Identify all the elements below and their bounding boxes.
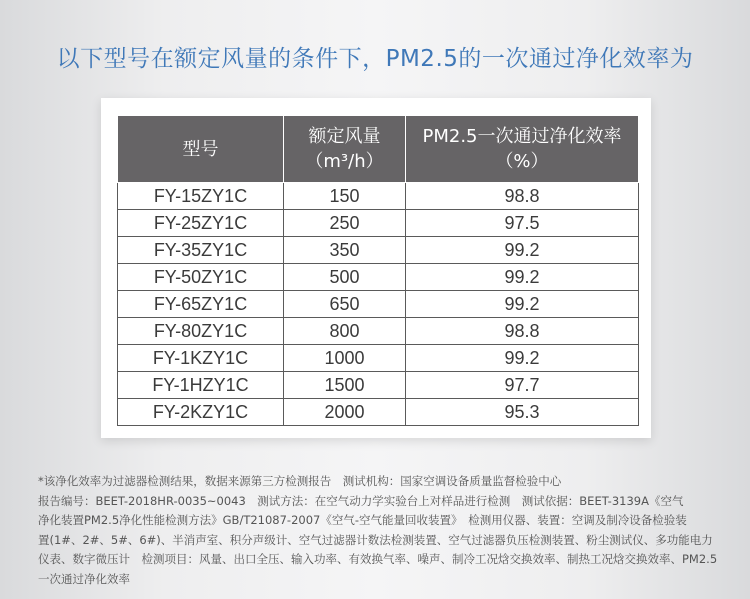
efficiency-table (117, 115, 639, 426)
cell-airflow: 650 (284, 291, 406, 318)
footnote-line: 一次通过净化效率 (38, 571, 130, 586)
table-row (118, 237, 639, 264)
cell-efficiency: 99.2 (406, 291, 639, 318)
cell-airflow: 1500 (284, 372, 406, 399)
header-airflow-unit: （m³/h） (305, 151, 384, 172)
footnote-line: 净化装置PM2.5净化性能检测方法》GB/T21087-2007《空气-空气能量回收装置》 检测用仪器、装置：空调及制冷设备检验装 (38, 513, 687, 528)
cell-airflow: 500 (284, 264, 406, 291)
header-airflow (284, 116, 406, 183)
cell-model: FY-25ZY1C (118, 210, 284, 237)
cell-efficiency: 95.3 (406, 399, 639, 426)
header-efficiency-label: PM2.5一次通过净化效率 (422, 126, 622, 147)
table-row (118, 183, 639, 210)
cell-efficiency: 97.7 (406, 372, 639, 399)
header-efficiency (406, 116, 639, 183)
footnote-line: 仪表、数字微压计 检测项目：风量、出口全压、输入功率、有效换气率、噪声、制冷工况焓交换效率、制热工况焓交换效率、PM2.5 (38, 552, 718, 567)
cell-model: FY-1HZY1C (118, 372, 284, 399)
table-row (118, 291, 639, 318)
table-body (118, 183, 639, 426)
footnote (38, 472, 728, 590)
table-row (118, 345, 639, 372)
cell-model: FY-50ZY1C (118, 264, 284, 291)
cell-model: FY-80ZY1C (118, 318, 284, 345)
cell-model: FY-2KZY1C (118, 399, 284, 426)
table-row (118, 399, 639, 426)
cell-efficiency: 99.2 (406, 237, 639, 264)
cell-model: FY-65ZY1C (118, 291, 284, 318)
cell-airflow: 150 (284, 183, 406, 210)
table-row (118, 210, 639, 237)
spec-table-panel (101, 98, 651, 438)
header-efficiency-unit: （%） (495, 151, 549, 172)
footnote-line: 报告编号：BEET-2018HR-0035~0043 测试方法：在空气动力学实验台上对样品进行检测 测试依据：BEET-3139A《空气 (38, 493, 684, 508)
cell-model: FY-15ZY1C (118, 183, 284, 210)
cell-efficiency: 99.2 (406, 345, 639, 372)
cell-efficiency: 99.2 (406, 264, 639, 291)
cell-airflow: 350 (284, 237, 406, 264)
cell-airflow: 800 (284, 318, 406, 345)
cell-airflow: 1000 (284, 345, 406, 372)
cell-model: FY-35ZY1C (118, 237, 284, 264)
header-model: 型号 (118, 116, 284, 183)
table-row (118, 372, 639, 399)
page-title: 以下型号在额定风量的条件下，PM2.5的一次通过净化效率为 (56, 46, 694, 72)
table-row (118, 264, 639, 291)
cell-airflow: 2000 (284, 399, 406, 426)
table-header-row (118, 116, 639, 183)
cell-efficiency: 98.8 (406, 318, 639, 345)
cell-efficiency: 97.5 (406, 210, 639, 237)
footnote-line: 置(1#、2#、5#、6#)、半消声室、积分声级计、空气过滤器计数法检测装置、空气过滤器负压检测装置、粉尘测试仪、多功能电力 (38, 532, 713, 547)
table-row (118, 318, 639, 345)
header-airflow-label: 额定风量 (308, 126, 381, 147)
cell-efficiency: 98.8 (406, 183, 639, 210)
cell-model: FY-1KZY1C (118, 345, 284, 372)
cell-airflow: 250 (284, 210, 406, 237)
footnote-line: *该净化效率为过滤器检测结果，数据来源第三方检测报告 测试机构：国家空调设备质量监督检验中心 (38, 474, 562, 488)
